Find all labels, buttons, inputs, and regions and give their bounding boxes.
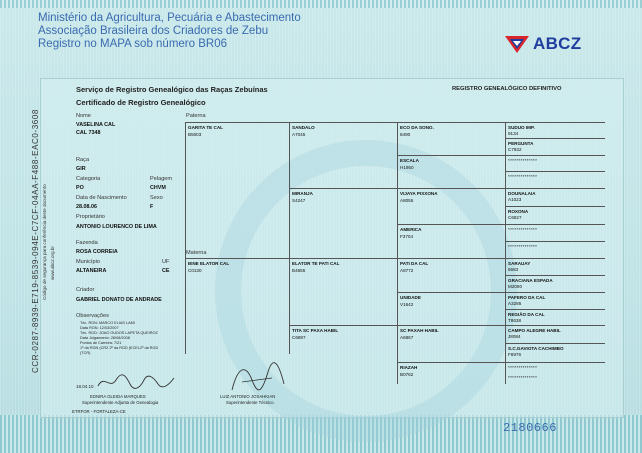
obs-line: Data RGN: 12/03/2007 (80, 326, 119, 330)
pedigree-line (505, 138, 605, 139)
great-grandparent-name: PATI DA CAL (400, 261, 429, 266)
issue-date: 18.04.10 (76, 384, 94, 389)
signature-2-name: LUIZ ANTONIO JOSAHKIAN (220, 394, 276, 399)
pedigree-line (505, 122, 506, 384)
great-grandparent-id: 8490 (400, 132, 411, 137)
ancestor-unknown: ************** (508, 158, 538, 163)
fazenda-label: Fazenda (76, 240, 98, 246)
grandparent-name: TITA SC PAXA HABIL (292, 328, 339, 333)
obs-line: (TCR) (80, 351, 91, 355)
pedigree-line (397, 188, 505, 189)
grandparent-name: ELATOR TE PATI CAL (292, 261, 340, 266)
pedigree-line (505, 362, 605, 363)
header-registry: Registro no MAPA sob número BR06 (38, 38, 227, 50)
pedigree-line (185, 122, 289, 123)
ancestor-name: DOUNALAIA (508, 191, 536, 196)
observacoes-label: Observações (76, 313, 109, 319)
great-grandparent-name: ECO DA SONO. (400, 125, 434, 130)
dam-id: C0130 (188, 268, 202, 273)
pedigree-line (505, 325, 605, 326)
obs-line: Pontos de Carreira: 7/21 (80, 341, 122, 345)
pedigree-line (505, 343, 605, 344)
ancestor-id: M2090 (508, 284, 523, 289)
ancestor-id: A3285 (508, 301, 522, 306)
ancestor-id: 9134 (508, 131, 519, 136)
top-border (0, 0, 642, 8)
categoria-value: PO (76, 185, 84, 191)
ancestor-unknown: ************** (508, 227, 538, 232)
grandparent-name: MIRANJA (292, 191, 313, 196)
nome-label: Nome (76, 113, 91, 119)
raca-value: GIR (76, 166, 86, 172)
criador-value: GABRIEL DONATO DE ANDRADE (76, 297, 162, 303)
security-code: CCR-0287-8939-E719-8539-094E-C7CF-04AA-F488-EAC0-3608 (31, 109, 40, 373)
proprietario-value: ANTONIO LOURENCO DE LIMA (76, 224, 157, 230)
pedigree-line (505, 275, 605, 276)
ancestor-name: GRACIANA ESPADA (508, 278, 553, 283)
header-ministry: Ministério da Agricultura, Pecuária e Abastecimento (38, 12, 301, 24)
header-association: Associação Brasileira dos Criadores de Zebu (38, 25, 269, 37)
criador-label: Criador (76, 287, 95, 293)
great-grandparent-id: V1642 (400, 302, 414, 307)
pedigree-line (505, 206, 605, 207)
ancestor-unknown: ************** (508, 375, 538, 380)
great-grandparent-name: SC PAXAH HABIL (400, 328, 439, 333)
ancestor-unknown: ************** (508, 244, 538, 249)
nascimento-label: Data de Nascimento (76, 195, 127, 201)
proprietario-label: Proprietário (76, 214, 105, 220)
great-grandparent-name: VIJAYA PIXXONA (400, 191, 438, 196)
pedigree-line (505, 188, 605, 189)
ancestor-name: CAMPO ALEGRE HABIL (508, 328, 561, 333)
sire-id: B5003 (188, 132, 202, 137)
service-title: Serviço de Registro Genealógico das Raças Zebuínas (76, 85, 268, 94)
fazenda-value: ROSA CORREIA (76, 249, 118, 255)
animal-rgd: CAL 7348 (76, 130, 101, 136)
ancestor-unknown: ************** (508, 174, 538, 179)
sire-name: GARITA TE CAL (188, 125, 223, 130)
great-grandparent-name: UNIDADE (400, 295, 421, 300)
ancestor-name: SARAUAY (508, 261, 531, 266)
ancestor-name: PAFERO DA CAL (508, 295, 546, 300)
ancestor-id: C7932 (508, 147, 522, 152)
pedigree-line (505, 122, 605, 123)
security-note: Código de segurança para conferência deste documento (42, 184, 47, 300)
grandparent-name: SANDALO (292, 125, 315, 130)
animal-name: VASELINA CAL (76, 122, 116, 128)
signature-2-title: Superintendente Técnico (226, 400, 274, 405)
materna-label: Materna (186, 250, 207, 256)
ancestor-unknown: ************** (508, 365, 538, 370)
pedigree-line (397, 155, 505, 156)
ancestor-id: J8084 (508, 334, 521, 339)
great-grandparent-id: H1950 (400, 165, 414, 170)
great-grandparent-name: AMERICA (400, 227, 422, 232)
signature-1-icon (96, 372, 176, 392)
abcz-logo-text: ABCZ (533, 34, 582, 53)
pedigree-line (289, 258, 397, 259)
pedigree-line (397, 325, 505, 326)
obs-line: Téc. RGN: MARCO ELIAS LAMI (80, 321, 135, 325)
great-grandparent-id: A8055 (400, 198, 414, 203)
ancestor-id: C6827 (508, 215, 522, 220)
great-grandparent-id: A6867 (400, 335, 414, 340)
pedigree-line (289, 325, 397, 326)
pedigree-line (505, 309, 605, 310)
pedigree-line (505, 171, 605, 172)
pedigree-line (505, 241, 605, 242)
great-grandparent-id: B0762 (400, 372, 414, 377)
pedigree-line (185, 258, 289, 259)
ancestor-id: A1023 (508, 197, 522, 202)
issuing-office: ETRFOR - FORTALEZA-CE (72, 409, 126, 414)
obs-line: Téc. RGD: JOAO OUDOS LAPETA QUEIROZ (80, 331, 158, 335)
pedigree-line (505, 258, 605, 259)
ancestor-name: S.C.GAVIOTA CACHIMBO (508, 346, 564, 351)
great-grandparent-id: A8772 (400, 268, 414, 273)
great-grandparent-id: F3704 (400, 234, 414, 239)
pedigree-line (397, 362, 505, 363)
ancestor-id: 6683 (508, 267, 519, 272)
abcz-logo (504, 33, 581, 55)
municipio-value: ALTANEIRA (76, 268, 107, 274)
pelagem-value: CHVM (150, 185, 166, 191)
obs-line: Data Julgamento: 28/08/2008 (80, 336, 130, 340)
pedigree-line (397, 292, 505, 293)
pedigree-line (505, 292, 605, 293)
registry-type: REGISTRO GENEALÓGICO DEFINITIVO (452, 86, 562, 92)
grandparent-id: A7045 (292, 132, 306, 137)
dam-name: IENE ELATOR CAL (188, 261, 230, 266)
categoria-label: Categoria (76, 176, 101, 182)
uf-label: UF (162, 259, 170, 265)
grandparent-id: C6897 (292, 335, 306, 340)
nascimento-value: 28.08.06 (76, 204, 97, 210)
paterna-label: Paterna (186, 113, 206, 119)
ancestor-name: REGIÃO DA CAL (508, 312, 545, 317)
pedigree-line (505, 224, 605, 225)
great-grandparent-name: ESCALA (400, 158, 419, 163)
grandparent-id: S4247 (292, 198, 306, 203)
uf-value: CE (162, 268, 170, 274)
great-grandparent-name: RIAZAH (400, 365, 418, 370)
ancestor-id: T8638 (508, 318, 522, 323)
sexo-label: Sexo (150, 195, 163, 201)
ancestor-name: PERGUNTA (508, 141, 534, 146)
obs-line: 1º da RGN (CRZ 2º da RGD (ECEL2º da RGD (80, 346, 159, 350)
certificate-title: Certificado de Registro Genealógico (76, 98, 206, 107)
sexo-value: F (150, 204, 154, 210)
signature-1-name: EDNIRA GLEIDA MARQUES (90, 394, 146, 399)
pedigree-line (289, 122, 290, 354)
pedigree-line (289, 188, 397, 189)
pedigree-line (397, 122, 505, 123)
pelagem-label: Pelagem (150, 176, 173, 182)
signature-1-title: Superintendente Adjunta de Genealogia (82, 400, 159, 405)
security-url: www.abcz.org.br (50, 246, 55, 280)
pedigree-line (397, 122, 398, 384)
pedigree-line (397, 224, 505, 225)
ancestor-id: F6976 (508, 352, 522, 357)
pedigree-line (397, 258, 505, 259)
ancestor-name: ROXONA (508, 209, 529, 214)
serial-number: 2180666 (503, 421, 557, 435)
raca-label: Raça (76, 157, 90, 163)
pedigree-line (505, 155, 605, 156)
signature-2-icon (228, 362, 288, 394)
grandparent-id: B4655 (292, 268, 306, 273)
pedigree-line (289, 122, 397, 123)
municipio-label: Município (76, 259, 100, 265)
abcz-logo-icon (504, 34, 530, 54)
ancestor-name: SUDUO IMP. (508, 125, 535, 130)
pedigree-line (185, 122, 186, 354)
